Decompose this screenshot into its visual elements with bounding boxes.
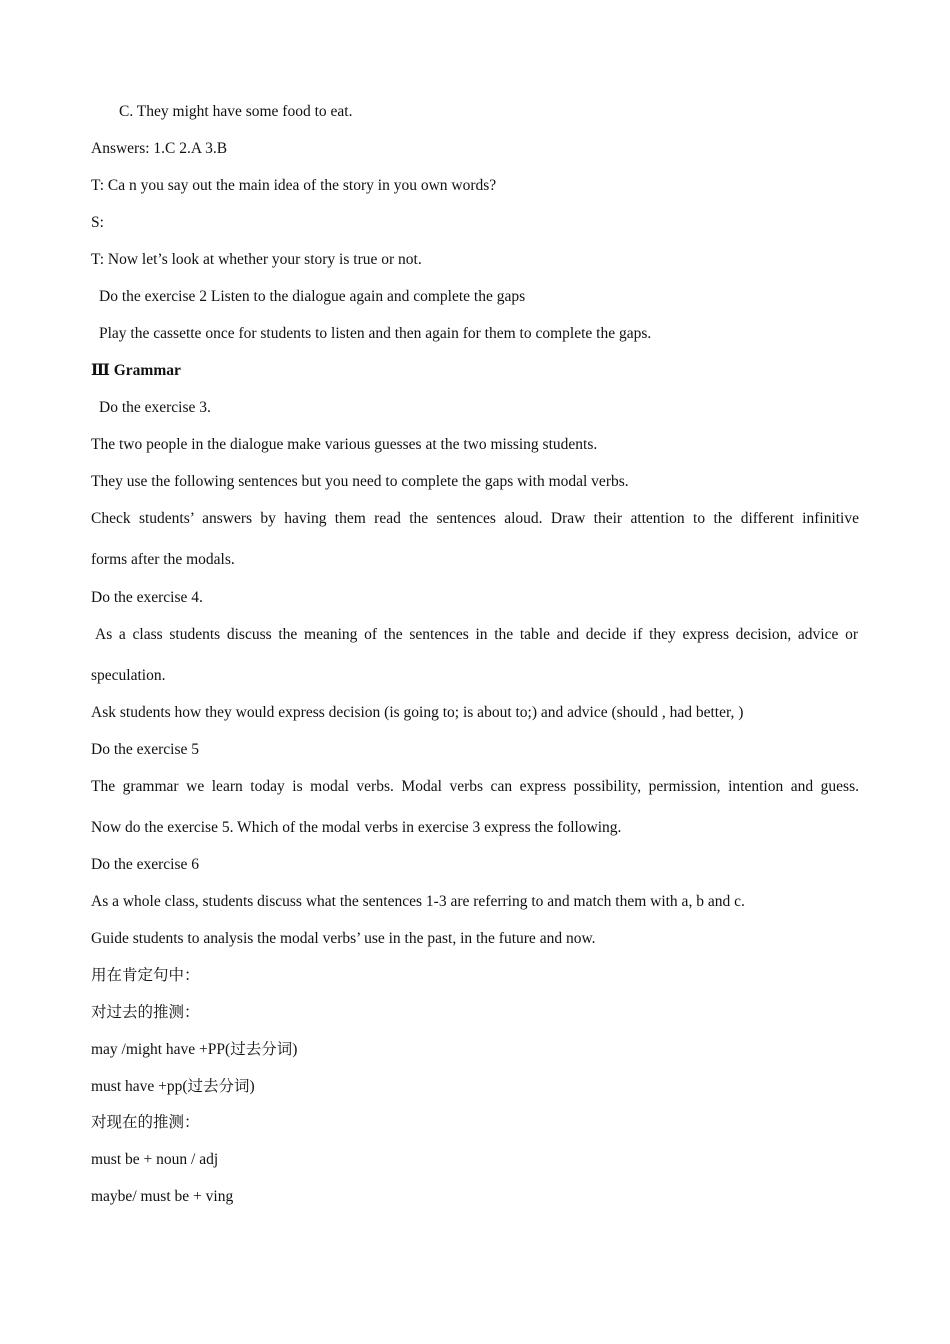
answers-line: Answers: 1.C 2.A 3.B (91, 140, 228, 157)
paragraph-line: Now do the exercise 5. Which of the modal verbs in exercise 3 express the following. (91, 819, 622, 836)
exercise-4-heading: Do the exercise 4. (91, 589, 203, 606)
paragraph-line: Guide students to analysis the modal verbs’ use in the past, in the future and now. (91, 930, 596, 947)
formula-line: must be + noun / adj (91, 1151, 219, 1168)
student-reply: S: (91, 214, 104, 231)
formula-line: maybe/ must be + ving (91, 1188, 234, 1205)
option-c: C. They might have some food to eat. (119, 103, 353, 120)
paragraph-line: Check students’ answers by having them read the sentences aloud. Draw their attention to the different infinitive (91, 510, 859, 527)
paragraph-line: Ask students how they would express decision (is going to; is about to;) and advice (should , had better, ) (91, 704, 744, 721)
paragraph-line: forms after the modals. (91, 551, 235, 568)
paragraph-line: The grammar we learn today is modal verbs. Modal verbs can express possibility, permission, intention and guess. (91, 778, 859, 795)
paragraph-line: 用在肯定句中： (91, 967, 200, 984)
exercise-2-instruction: Do the exercise 2 Listen to the dialogue again and complete the gaps (99, 288, 526, 305)
formula-line: must have +pp(过去分词) (91, 1078, 255, 1095)
paragraph-line: As a class students discuss the meaning of the sentences in the table and decide if they express decision, advice or (95, 626, 858, 643)
teacher-question: T: Ca n you say out the main idea of the story in you own words? (91, 177, 497, 194)
paragraph-line: 对过去的推测： (91, 1004, 200, 1021)
exercise-5-heading: Do the exercise 5 (91, 741, 200, 758)
paragraph-line: 对现在的推测： (91, 1114, 200, 1131)
teacher-prompt: T: Now let’s look at whether your story is true or not. (91, 251, 422, 268)
exercise-3-instruction: Do the exercise 3. (99, 399, 211, 416)
paragraph-line: The two people in the dialogue make various guesses at the two missing students. (91, 436, 598, 453)
paragraph-line: As a whole class, students discuss what the sentences 1-3 are referring to and match them with a, b and c. (91, 893, 745, 910)
paragraph-line: They use the following sentences but you need to complete the gaps with modal verbs. (91, 473, 629, 490)
section-heading-grammar: Ⅲ Grammar (91, 362, 181, 379)
cassette-instruction: Play the cassette once for students to listen and then again for them to complete the gaps. (99, 325, 652, 342)
formula-line: may /might have +PP(过去分词) (91, 1041, 298, 1058)
exercise-6-heading: Do the exercise 6 (91, 856, 200, 873)
paragraph-line: speculation. (91, 667, 166, 684)
